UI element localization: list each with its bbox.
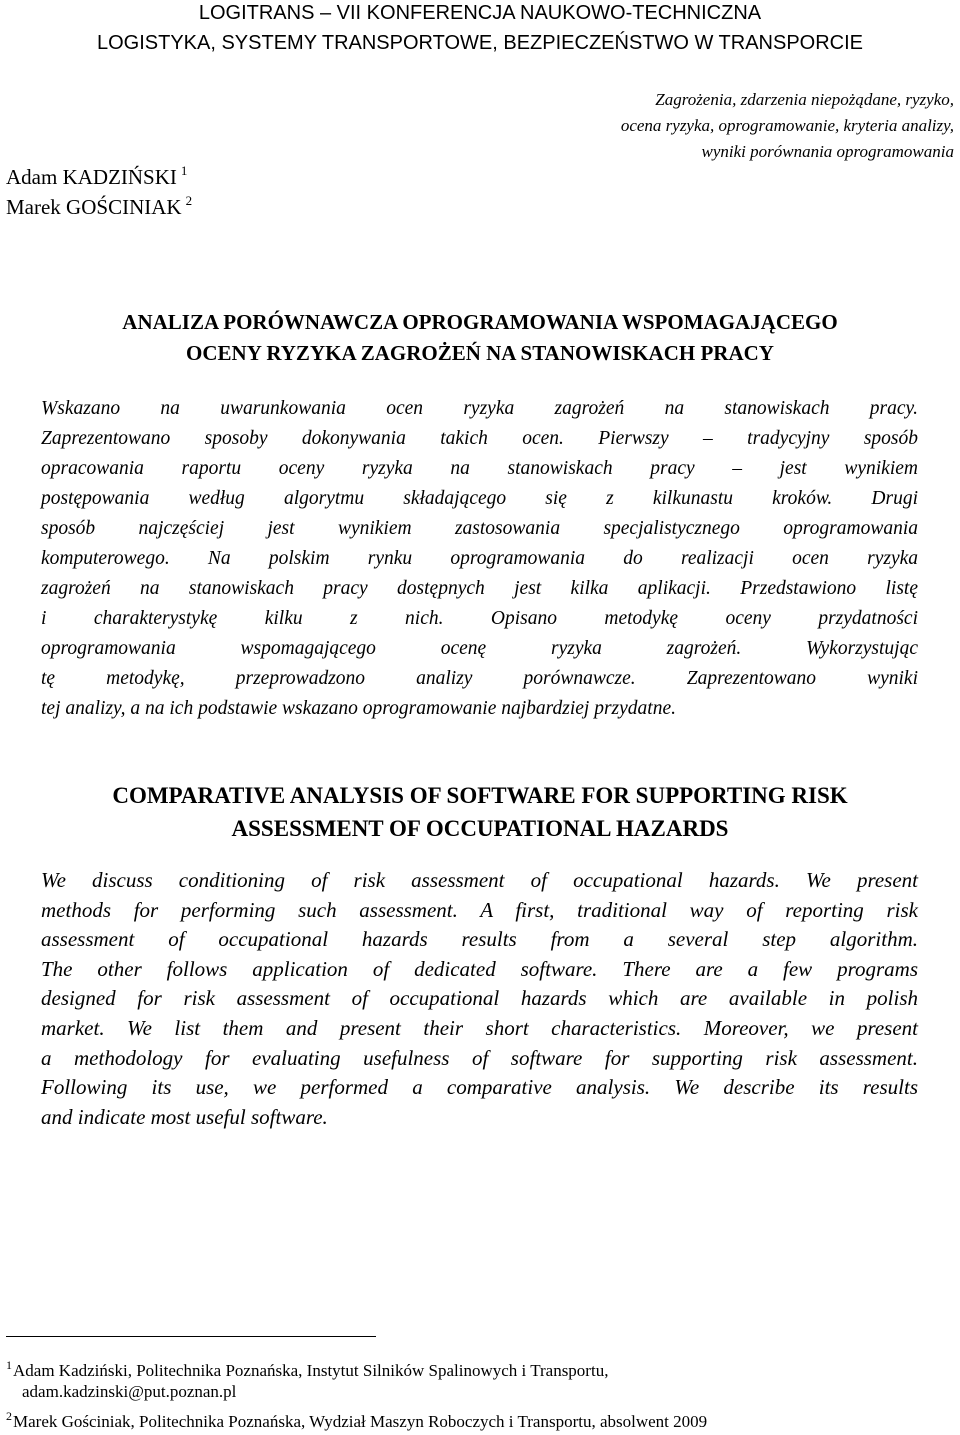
keywords-line: ocena ryzyka, oprogramowanie, kryteria analizy, [620,116,954,135]
author-name: Adam KADZIŃSKI [6,165,177,189]
conference-name: LOGITRANS – VII KONFERENCJA NAUKOWO-TECHNICZNA [198,2,762,24]
abstract-line: sposób najczęściej jest wynikiem zastosowania specjalistycznego oprogramowania [41,518,918,539]
abstract-line: i charakterystykę kilku z nich. Opisano metodykę oceny przydatności [41,608,918,629]
keywords [621,87,954,165]
keywords-line: wyniki porównania oprogramowania [701,142,954,161]
abstract-line: oprogramowania wspomagającego ocenę ryzyka zagrożeń. Wykorzystując [41,638,918,659]
abstract-line: We discuss conditioning of risk assessment of occupational hazards. We present [41,868,918,892]
conference-subtitle: LOGISTYKA, SYSTEMY TRANSPORTOWE, BEZPIECZEŃSTWO W TRANSPORCIE [96,32,864,54]
abstract-line: Following its use, we performed a comparative analysis. We describe its results [41,1075,918,1100]
english-title [0,779,960,845]
footnote-2 [6,1405,707,1433]
abstract-line: postępowania według algorytmu składającego się z kilkunastu kroków. Drugi [41,488,918,509]
english-abstract [41,866,918,1132]
footnote-mark: 1 [6,1358,12,1372]
abstract-line: komputerowego. Na polskim rynku oprogramowania do realizacji ocen ryzyka [41,548,918,569]
footnote-mark: 2 [6,1409,12,1423]
abstract-line: Zaprezentowano sposoby dokonywania takich ocen. Pierwszy – tradycyjny sposób [41,428,918,449]
english-title-line: COMPARATIVE ANALYSIS OF SOFTWARE FOR SUPPORTING RISK [112,783,848,808]
abstract-line: a methodology for evaluating usefulness of software for supporting risk assessment. [41,1045,918,1070]
polish-title-line: OCENY RYZYKA ZAGROŻEŃ NA STANOWISKACH PRACY [186,341,774,365]
author-footnote-mark: 2 [185,193,193,208]
abstract-line: market. We list them and present their short characteristics. Moreover, we present [41,1015,918,1040]
abstract-line: designed for risk assessment of occupational hazards which are available in polish [41,986,918,1011]
footnote-1 [6,1354,608,1382]
polish-title-line: ANALIZA PORÓWNAWCZA OPROGRAMOWANIA WSPOMAGAJĄCEGO [122,310,838,334]
author-name: Marek GOŚCINIAK [6,195,182,219]
abstract-line: tę metodykę, przeprowadzono analizy porównawcze. Zaprezentowano wyniki [41,668,918,689]
footnote-divider [6,1336,376,1337]
footnote-text: Marek Gościniak, Politechnika Poznańska, Wydział Maszyn Roboczych i Transportu, absolwent 2009 [13,1412,708,1431]
abstract-line: and indicate most useful software. [41,1104,328,1129]
author-2 [6,188,192,220]
abstract-line: opracowania raportu oceny ryzyka na stanowiskach pracy – jest wynikiem [41,458,918,479]
polish-abstract [41,394,918,724]
footnote-text: Adam Kadziński, Politechnika Poznańska, Instytut Silników Spalinowych i Transportu, [13,1361,609,1380]
polish-title [0,307,960,369]
footnote-1-email[interactable]: adam.kadzinski@put.poznan.pl [22,1382,237,1401]
abstract-line: zagrożeń na stanowiskach pracy dostępnych jest kilka aplikacji. Przedstawiono listę [41,578,918,599]
abstract-line: The other follows application of dedicated software. There are a few programs [41,956,918,981]
abstract-line: Wskazano na uwarunkowania ocen ryzyka zagrożeń na stanowiskach pracy. [41,398,918,419]
author-1 [6,158,187,190]
keywords-line: Zagrożenia, zdarzenia niepożądane, ryzyko, [655,90,954,109]
abstract-line: tej analizy, a na ich podstawie wskazano oprogramowanie najbardziej przydatne. [41,698,676,719]
abstract-line: assessment of occupational hazards results from a several step algorithm. [41,927,918,952]
author-footnote-mark: 1 [180,163,188,178]
english-title-line: ASSESSMENT OF OCCUPATIONAL HAZARDS [231,816,729,841]
abstract-line: methods for performing such assessment. A first, traditional way of reporting risk [41,897,918,922]
